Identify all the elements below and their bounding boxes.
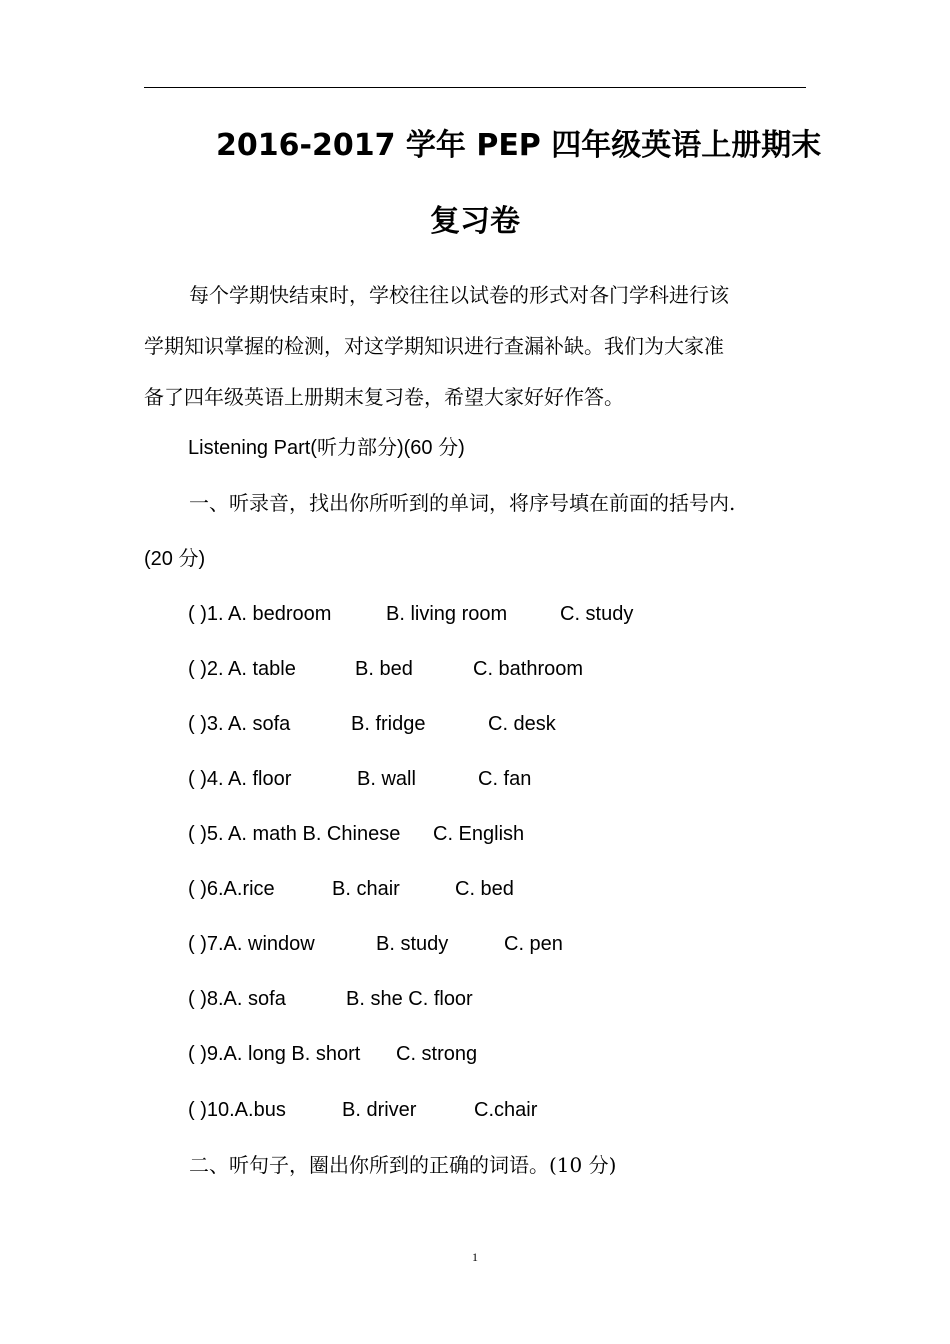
question-7-option-b: B. study bbox=[376, 933, 449, 955]
question-9-option-c: C. strong bbox=[396, 1043, 478, 1065]
question-3-stem: ( )3. A. sofa bbox=[188, 713, 291, 735]
intro-line-1: 每个学期快结束时，学校往往以试卷的形式对各门学科进行该 bbox=[189, 283, 729, 307]
document-title-line-2: 复习卷 bbox=[430, 204, 520, 239]
question-2-option-b: B. bed bbox=[355, 658, 413, 680]
section-1-instruction: 一、听录音，找出你所听到的单词，将序号填在前面的括号内. bbox=[189, 491, 736, 515]
question-4-stem: ( )4. A. floor bbox=[188, 768, 292, 790]
question-8-option-b: B. she C. floor bbox=[346, 988, 473, 1010]
question-6-stem: ( )6.A.rice bbox=[188, 878, 275, 900]
question-8-stem: ( )8.A. sofa bbox=[188, 988, 286, 1010]
question-10-option-c: C.chair bbox=[474, 1099, 538, 1121]
question-2-stem: ( )2. A. table bbox=[188, 658, 296, 680]
section-2-instruction: 二、听句子，圈出你所到的正确的词语。(10 分) bbox=[189, 1153, 617, 1177]
question-6-option-c: C. bed bbox=[455, 878, 514, 900]
intro-line-2: 学期知识掌握的检测，对这学期知识进行查漏补缺。我们为大家准 bbox=[144, 334, 724, 358]
listening-heading: Listening Part(听力部分)(60 分) bbox=[188, 437, 465, 459]
question-4-option-c: C. fan bbox=[478, 768, 532, 790]
question-9-stem: ( )9.A. long B. short bbox=[188, 1043, 361, 1065]
question-3-option-c: C. desk bbox=[488, 713, 556, 735]
intro-line-3: 备了四年级英语上册期末复习卷，希望大家好好作答。 bbox=[144, 385, 624, 409]
question-7-option-c: C. pen bbox=[504, 933, 563, 955]
section-1-points: (20 分) bbox=[144, 548, 206, 570]
question-3-option-b: B. fridge bbox=[351, 713, 426, 735]
question-1-stem: ( )1. A. bedroom bbox=[188, 603, 332, 625]
question-5-stem: ( )5. A. math B. Chinese bbox=[188, 823, 401, 845]
question-2-option-c: C. bathroom bbox=[473, 658, 584, 680]
question-5-option-c: C. English bbox=[433, 823, 525, 845]
page-number: 1 bbox=[472, 1250, 478, 1264]
top-rule bbox=[144, 87, 806, 88]
question-6-option-b: B. chair bbox=[332, 878, 400, 900]
question-7-stem: ( )7.A. window bbox=[188, 933, 315, 955]
document-title-line-1: 2016-2017 学年 PEP 四年级英语上册期末 bbox=[216, 128, 822, 163]
question-4-option-b: B. wall bbox=[357, 768, 416, 790]
question-1-option-c: C. study bbox=[560, 603, 634, 625]
question-10-option-b: B. driver bbox=[342, 1099, 417, 1121]
question-10-stem: ( )10.A.bus bbox=[188, 1099, 286, 1121]
question-1-option-b: B. living room bbox=[386, 603, 508, 625]
